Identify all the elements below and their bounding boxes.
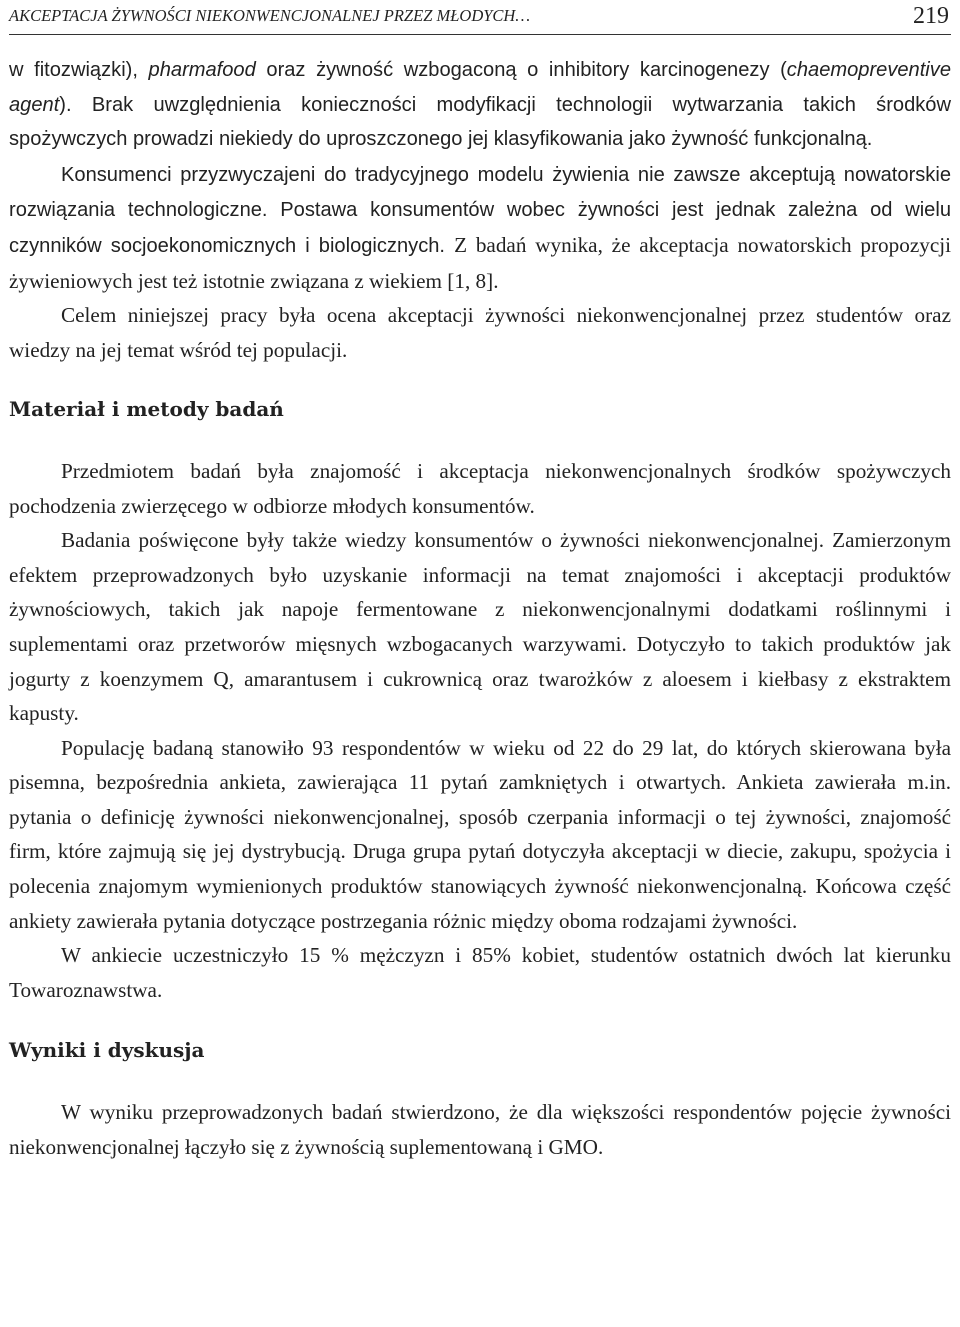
methods-paragraph-3: Populację badaną stanowiło 93 respondentów w wieku od 22 do 29 lat, do których skierowana była pisemna, bezpośrednia ankieta, zawierająca 11 pytań zamkniętych i otwartych. Ankieta zawierała m.in. pytania o definicję żywności niekonwencjonalnej, sposób czerpania informacji o tej żywności, znajomość firm, które zajmują się jej dystrybucją. Druga grupa pytań dotyczyła akceptacji w diecie, zakupu, spożycia i polecenia znajomym wymienionych produktów stanowiących żywność niekonwencjonalną. Końcowa część ankiety zawierała pytania dotyczące postrzegania różnic między oboma rodzajami żywności. <box>9 735 951 933</box>
term-chaemopreventive: chaemopreventive agent <box>9 59 951 116</box>
intro-text: oraz żywność wzbogaconą o inhibitory karcinogenezy ( <box>255 59 787 81</box>
term-pharmafood: pharmafood <box>148 59 256 81</box>
intro-paragraph-3: Celem niniejszej pracy była ocena akceptacji żywności niekonwencjonalnej przez studentów oraz wiedzy na jej temat wśród tej populacji. <box>9 303 951 362</box>
intro-paragraph-2 <box>9 157 951 298</box>
intro-text: Konsumenci przyzwyczajeni do tradycyjnego modelu żywienia nie zawsze akceptują nowatorskie rozwiązania technologiczne. Postawa konsumentów wobec żywności jest jednak zależna od wielu czynników socjoekonomicznych i biologicznych. <box>9 163 951 257</box>
methods-paragraph-2: Badania poświęcone były także wiedzy konsumentów o żywności niekonwencjonalnej. Zamierzonym efektem przeprowadzonych było uzyskanie informacji na temat znajomości i akceptacji produktów żywnościowych, takich jak napoje fermentowane z niekonwencjonalnymi dodatkami roślinnymi i suplementami oraz przetworów mięsnych wzbogacanych warzywami. Dotyczyło to takich produktów jak jogurty z koenzymem Q, amarantusem i cukrownicą oraz twarożków z aloesem i kiełbasy z ekstraktem kapusty. <box>9 528 951 726</box>
page-number: 219 <box>913 3 949 29</box>
intro-text: ). Brak uwzględnienia konieczności modyfikacji technologii wytwarzania takich środków spożywczych prowadzi niekiedy do uproszczonego jej klasyfikowania jako żywność funkcjonalną. <box>9 93 951 151</box>
methods-paragraph-1: Przedmiotem badań była znajomość i akceptacja niekonwencjonalnych środków spożywczych pochodzenia zwierzęcego w odbiorze młodych konsumentów. <box>9 458 951 518</box>
running-title: AKCEPTACJA ŻYWNOŚCI NIEKONWENCJONALNEJ PRZEZ MŁODYCH… <box>9 6 531 25</box>
intro-paragraph-1 <box>9 53 951 157</box>
intro-text: Z badań wynika, że akceptacja nowatorskich propozycji żywieniowych jest też istotnie związana z wiekiem [1, 8]. <box>9 232 952 293</box>
running-header <box>9 2 951 35</box>
section-heading-results: Wyniki i dyskusja <box>9 1038 205 1063</box>
results-paragraph-1: W wyniku przeprowadzonych badań stwierdzono, że dla większości respondentów pojęcie żywności niekonwencjonalnej łączyło się z żywnością suplementowaną i GMO. <box>9 1100 951 1159</box>
section-heading-methods: Materiał i metody badań <box>9 397 284 422</box>
intro-text: w fitozwiązki), <box>9 59 149 81</box>
methods-paragraph-4: W ankiecie uczestniczyło 15 % mężczyzn i 85% kobiet, studentów ostatnich dwóch lat kierunku Towaroznawstwa. <box>9 943 951 1002</box>
body-text <box>9 53 951 1164</box>
